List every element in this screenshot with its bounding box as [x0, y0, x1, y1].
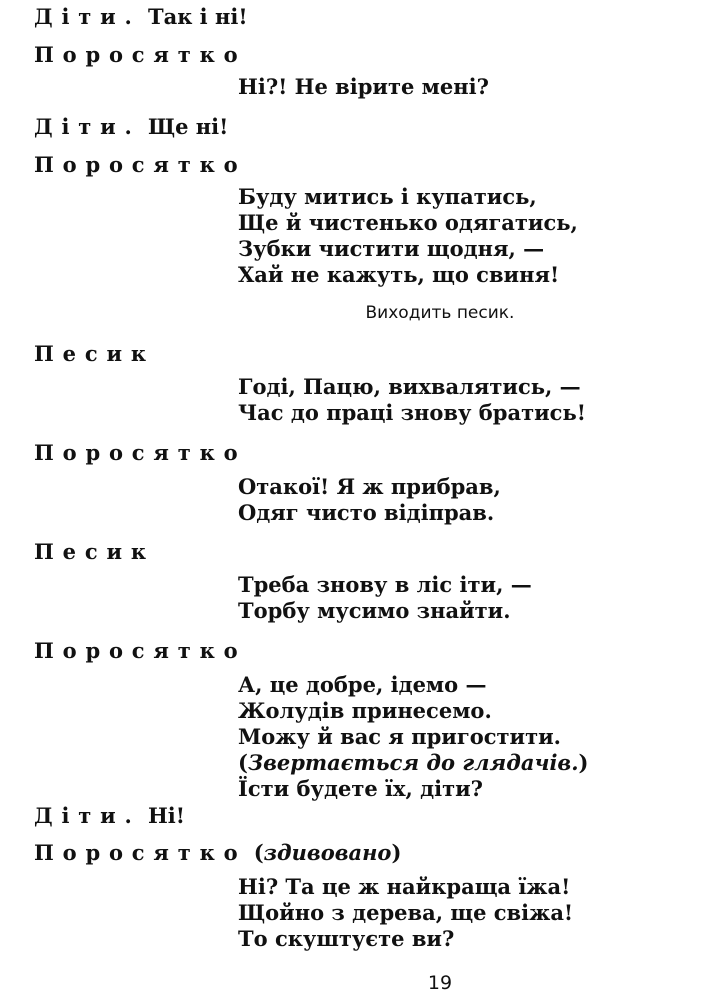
speaker-name: Песик	[34, 341, 155, 366]
speaker-name: Поросятко	[34, 440, 247, 465]
speaker-name: Поросятко	[34, 840, 247, 865]
verse-block	[238, 874, 573, 952]
dialogue-text: Ще ні!	[147, 114, 229, 139]
speaker-name: Діти.	[34, 114, 141, 139]
speaker-name: Діти.	[34, 4, 141, 29]
verse-line-stage	[238, 750, 588, 776]
verse-line: Можу й вас я пригостити.	[238, 724, 561, 749]
verse-line: Зубки чистити щодня, —	[238, 236, 545, 261]
verse-line: Жолудів принесемо.	[238, 698, 492, 723]
stage-direction: Виходить песик.	[365, 303, 515, 323]
dialogue-text: Так і ні!	[147, 4, 248, 29]
paren-open: (	[246, 840, 264, 865]
verse-line: А, це добре, ідемо —	[238, 672, 487, 697]
speaker-name: Песик	[34, 539, 155, 564]
verse-line: Одяг чисто відіправ.	[238, 500, 495, 525]
verse-line: Їсти будете їх, діти?	[238, 776, 483, 801]
dialogue-line-children	[34, 114, 228, 140]
verse-block	[238, 184, 578, 288]
paren-close: )	[391, 840, 402, 865]
verse-block	[238, 74, 489, 100]
speaker-name: Діти.	[34, 803, 141, 828]
dialogue-line-children	[34, 803, 185, 829]
dialogue-text: Ні!	[147, 803, 186, 828]
verse-line: Щойно з дерева, ще свіжа!	[238, 900, 574, 925]
verse-line: Час до праці знову братись!	[238, 400, 586, 425]
verse-line: Ще й чистенько одягатись,	[238, 210, 578, 235]
speaker-name: Поросятко	[34, 638, 247, 663]
paren-open: (	[238, 750, 248, 775]
verse-line: Треба знову в ліс іти, —	[238, 572, 532, 597]
verse-block	[238, 374, 586, 426]
verse-line: Ні?! Не вірите мені?	[238, 74, 489, 99]
verse-line: Ні? Та це ж найкраща їжа!	[238, 874, 571, 899]
page-number: 19	[427, 972, 453, 994]
verse-line: Буду митись і купатись,	[238, 184, 537, 209]
verse-line: То скуштуєте ви?	[238, 926, 455, 951]
verse-line: Отакої! Я ж прибрав,	[238, 474, 501, 499]
dialogue-line-piglet	[34, 840, 401, 866]
verse-line: Торбу мусимо знайти.	[238, 598, 511, 623]
stage-direction-inline: Звертається до глядачів.	[247, 750, 579, 775]
verse-line: Хай не кажуть, що свиня!	[238, 262, 560, 287]
paren-close: )	[578, 750, 589, 775]
dialogue-line-children	[34, 4, 248, 30]
stage-direction-inline: здивовано	[263, 840, 392, 865]
speaker-name: Поросятко	[34, 152, 247, 177]
verse-block	[238, 474, 501, 526]
verse-block	[238, 672, 588, 802]
speaker-name: Поросятко	[34, 42, 247, 67]
verse-block	[238, 572, 532, 624]
verse-line: Годі, Пацю, вихвалятись, —	[238, 374, 581, 399]
